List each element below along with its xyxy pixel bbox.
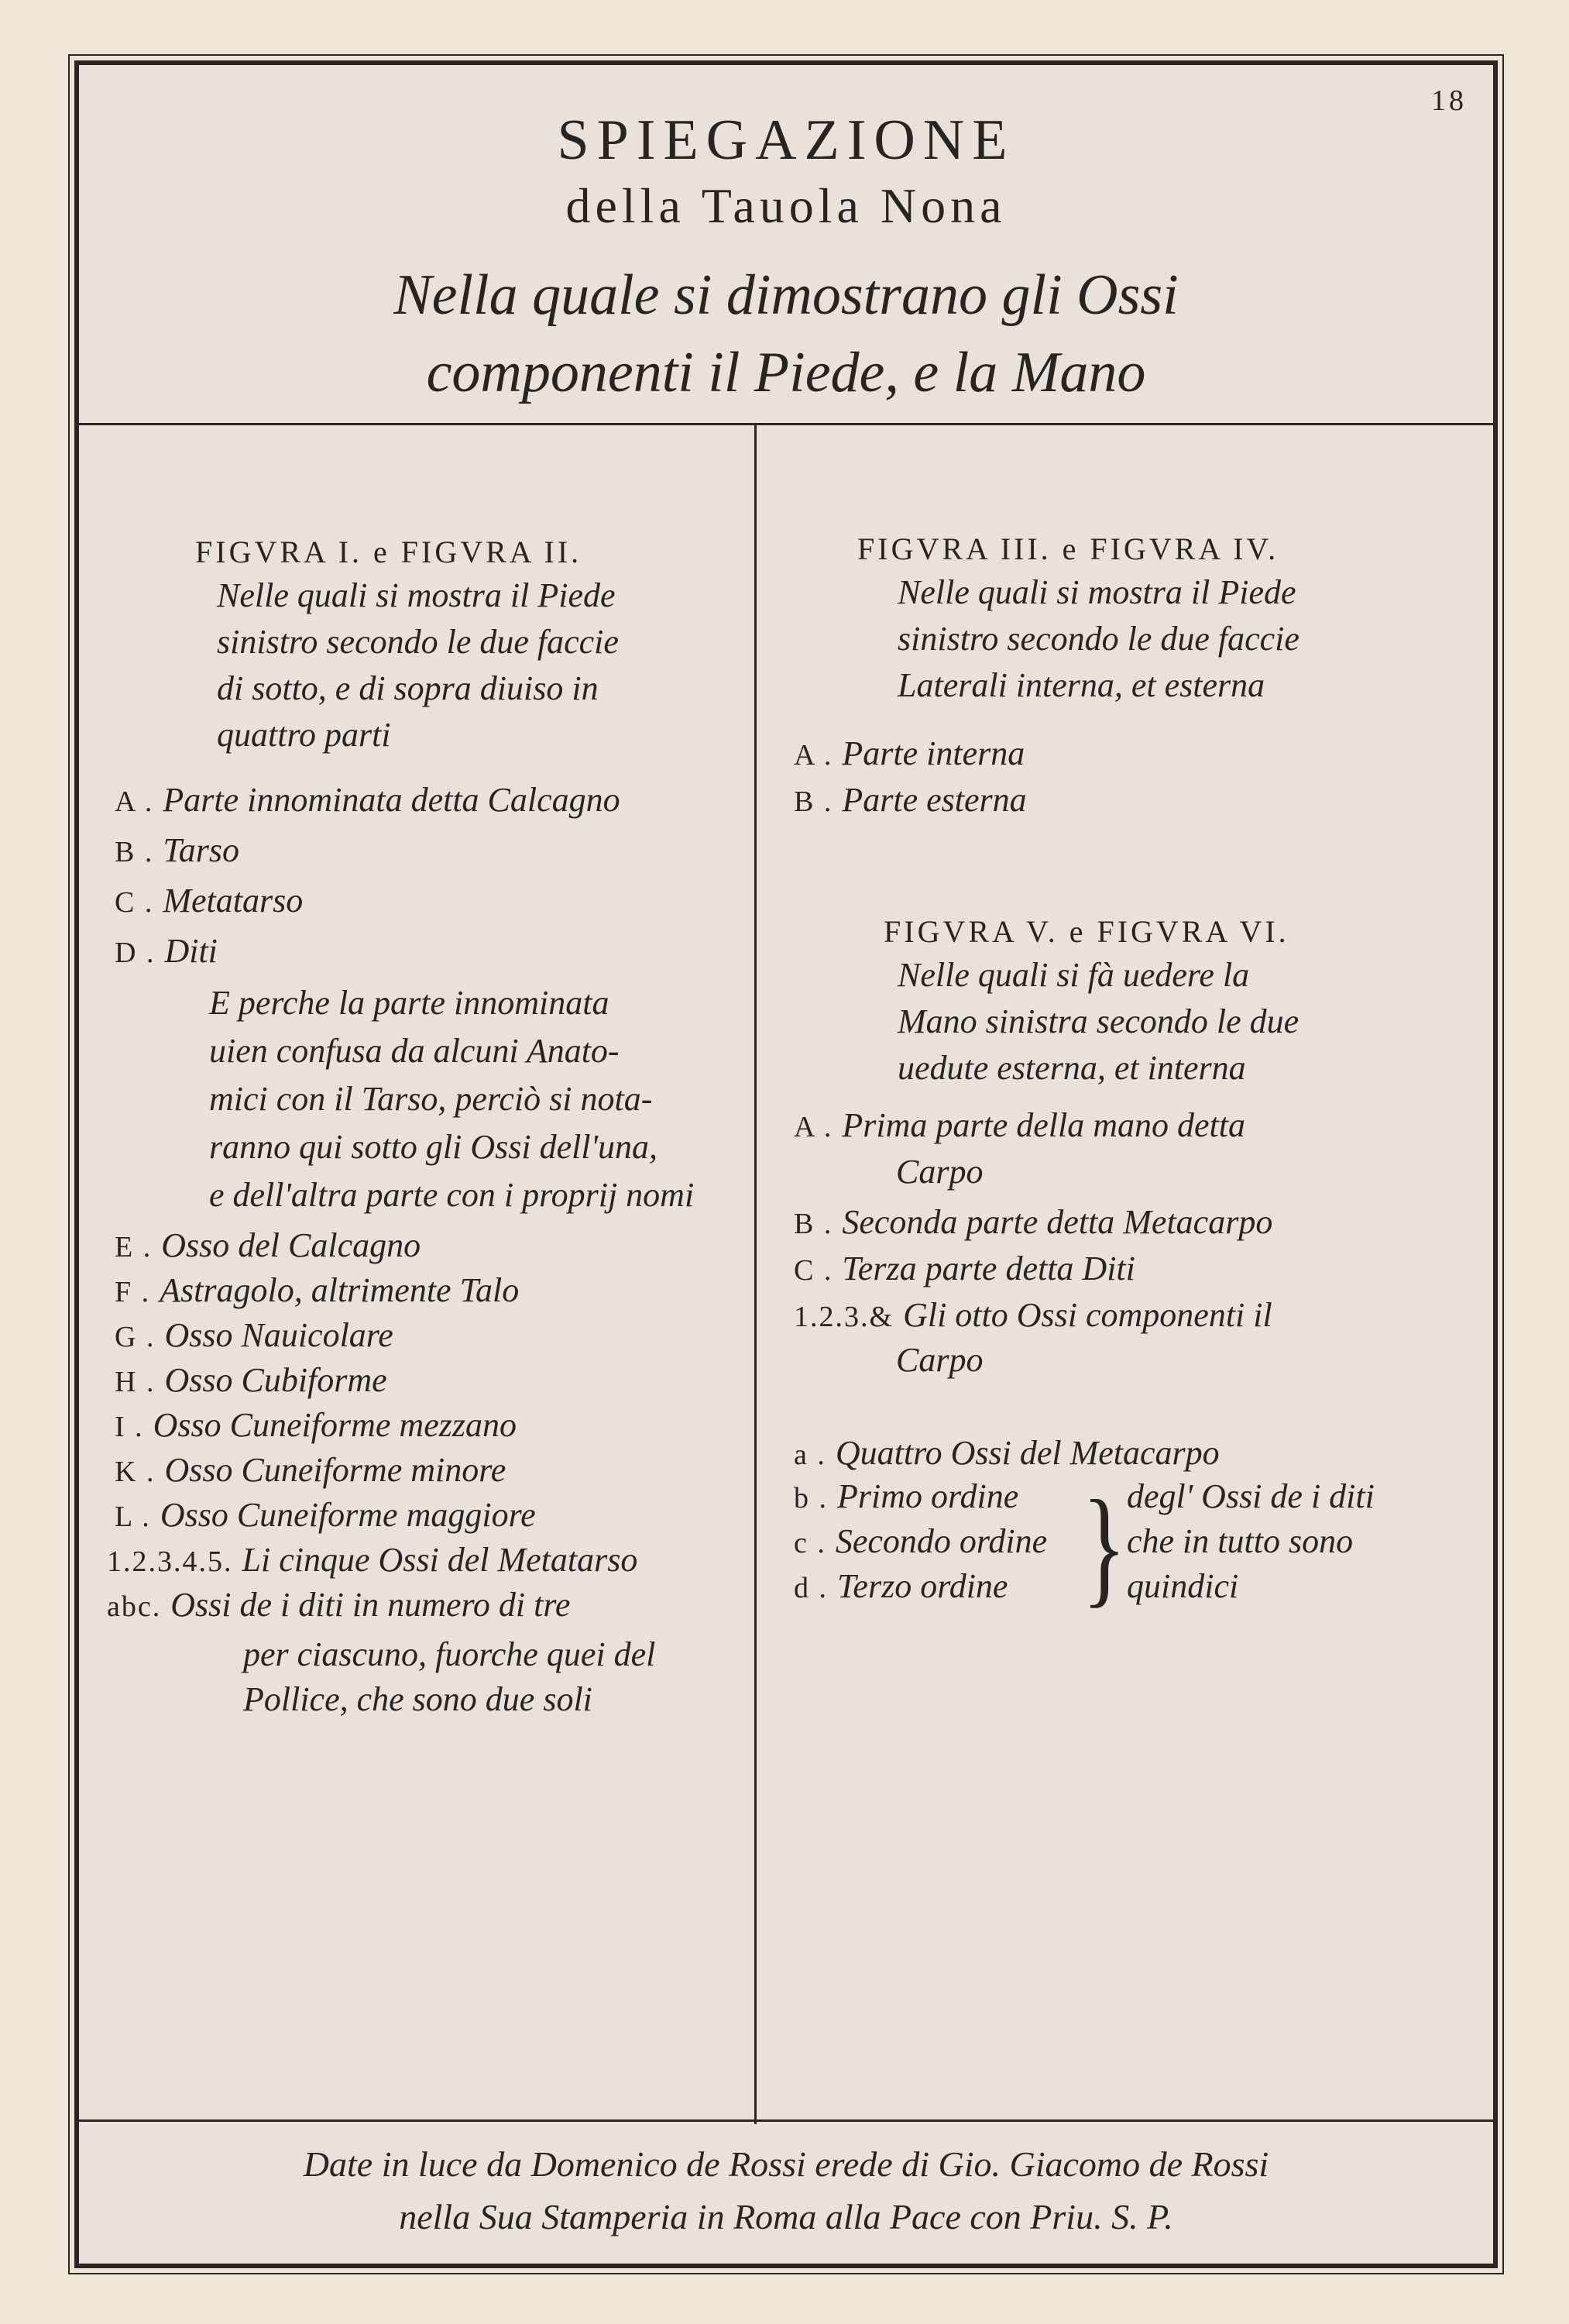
legend-key: d . [794, 1572, 828, 1604]
legend-text: Osso del Calcagno [161, 1226, 421, 1264]
note-line: mici con il Tarso, perciò si nota- [209, 1080, 653, 1118]
legend-key: 1.2.3.4.5. [107, 1545, 233, 1578]
legend-text: Quattro Ossi del Metacarpo [835, 1434, 1220, 1472]
figure-5-6-description [898, 952, 1299, 1092]
legend-key: G . [115, 1321, 156, 1353]
note-line: uien confusa da alcuni Anato- [209, 1032, 620, 1070]
legend-text: Osso Cuneiforme minore [164, 1451, 506, 1489]
figure-3-4-heading: FIGVRA III. e FIGVRA IV. [857, 531, 1279, 566]
legend-text: Terza parte detta Diti [842, 1250, 1135, 1287]
legend-text: Li cinque Ossi del Metatarso [242, 1541, 638, 1579]
legend-entry-b [115, 828, 239, 875]
legend-entry-c [115, 878, 303, 925]
legend-text: Tarso [163, 831, 240, 869]
legend-text: Parte interna [842, 734, 1025, 772]
legend-text: Prima parte della mano detta [842, 1106, 1245, 1144]
brace-text-line-3: quindici [1127, 1567, 1239, 1605]
legend-entry-c-hand [794, 1246, 1135, 1293]
title-description-line-1: Nella quale si dimostrano gli Ossi [393, 263, 1179, 327]
legend-key: H . [115, 1366, 156, 1398]
legend-text: Parte esterna [842, 781, 1027, 819]
page-number: 18 [1431, 84, 1467, 117]
legend-entry-abc-continued-1: per ciascuno, fuorche quei del [243, 1635, 656, 1673]
legend-entry-h [115, 1358, 387, 1404]
explanation-columns [79, 425, 1493, 2124]
note-line: ranno qui sotto gli Ossi dell'una, [209, 1128, 658, 1166]
legend-entry-a-continued: Carpo [896, 1153, 984, 1191]
legend-key: D . [115, 937, 156, 969]
imprint-footer [79, 2119, 1493, 2264]
legend-key: 1.2.3.& [794, 1301, 894, 1333]
title-main: SPIEGAZIONE [557, 108, 1015, 172]
legend-entry-d [115, 929, 218, 975]
title-block [79, 65, 1493, 425]
legend-key: C . [115, 886, 154, 919]
legend-key: a . [794, 1439, 826, 1471]
legend-entry-abc-continued-2: Pollice, che sono due soli [243, 1680, 592, 1718]
description-line: di sotto, e di sopra diuiso in [217, 669, 599, 707]
legend-key: I . [115, 1411, 144, 1443]
legend-text: Metatarso [163, 882, 304, 920]
legend-text: Parte innominata detta Calcagno [163, 781, 620, 819]
legend-text: Seconda parte detta Metacarpo [842, 1203, 1273, 1241]
curly-brace-icon: } [1082, 1473, 1127, 1619]
note-line: E perche la parte innominata [209, 984, 609, 1022]
engraved-plate [74, 60, 1498, 2268]
right-column [757, 425, 1498, 2124]
legend-text: Terzo ordine [837, 1567, 1008, 1605]
description-line: Mano sinistra secondo le due [898, 1002, 1299, 1040]
description-line: Laterali interna, et esterna [898, 666, 1265, 704]
legend-entry-e [115, 1223, 421, 1270]
description-line: uedute esterna, et interna [898, 1049, 1246, 1087]
legend-entry-k [115, 1448, 506, 1494]
legend-key: b . [794, 1482, 828, 1514]
legend-entry-1-5 [107, 1538, 637, 1584]
legend-entry-l [115, 1493, 536, 1539]
legend-text: Osso Nauicolare [164, 1316, 393, 1354]
figure-1-2-description [217, 572, 619, 758]
figure-1-2-heading: FIGVRA I. e FIGVRA II. [195, 535, 582, 569]
legend-entry-a-hand [794, 1103, 1245, 1150]
description-line: Nelle quali si mostra il Piede [217, 576, 616, 614]
legend-entry-b-hand [794, 1200, 1272, 1246]
legend-entry-1-3-continued: Carpo [896, 1341, 984, 1379]
legend-key: A . [794, 739, 833, 772]
legend-entry-c-row [794, 1519, 1047, 1566]
legend-text: Diti [164, 932, 218, 970]
legend-key: K . [115, 1456, 156, 1488]
legend-key: A . [794, 1111, 833, 1143]
legend-entry-d-row [794, 1564, 1008, 1611]
legend-entry-abc [107, 1583, 570, 1629]
figure-5-6-heading: FIGVRA V. e FIGVRA VI. [884, 914, 1289, 949]
legend-text: Astragolo, altrimente Talo [160, 1271, 520, 1309]
legend-entry-1-3-carpus [794, 1293, 1272, 1339]
note-line: e dell'altra parte con i proprij nomi [209, 1176, 695, 1214]
imprint-line-1: Date in luce da Domenico de Rossi erede di Gio. Giacomo de Rossi [303, 2144, 1269, 2184]
imprint-line-2: nella Sua Stamperia in Roma alla Pace con Priu. S. P. [399, 2197, 1173, 2236]
legend-key: A . [115, 786, 154, 818]
legend-key: C . [794, 1254, 833, 1287]
finger-bones-brace-group [794, 1474, 1491, 1621]
legend-text: Osso Cuneiforme maggiore [160, 1496, 536, 1534]
description-line: Nelle quali si fà uedere la [898, 956, 1250, 994]
legend-text: Gli otto Ossi componenti il [903, 1296, 1272, 1334]
legend-entry-i [115, 1403, 517, 1449]
legend-entry-b [794, 778, 1027, 824]
legend-entry-f [115, 1268, 519, 1315]
description-line: sinistro secondo le due faccie [217, 623, 619, 661]
legend-key: E . [115, 1231, 153, 1263]
legend-text: Secondo ordine [835, 1522, 1048, 1560]
left-column [79, 425, 754, 2124]
legend-text: Ossi de i diti in numero di tre [170, 1586, 571, 1624]
legend-key: c . [794, 1527, 826, 1559]
legend-entry-b-row [794, 1474, 1018, 1521]
brace-text-line-1: degl' Ossi de i diti [1127, 1477, 1375, 1515]
legend-entry-a [115, 778, 620, 824]
legend-entry-g [115, 1313, 393, 1360]
legend-text: Osso Cubiforme [164, 1361, 387, 1399]
legend-entry-a-metacarpus [794, 1431, 1220, 1477]
legend-key: B . [794, 786, 833, 818]
title-subtitle: della Tauola Nona [565, 178, 1007, 233]
description-line: Nelle quali si mostra il Piede [898, 573, 1296, 611]
legend-key: B . [794, 1208, 833, 1240]
legend-entry-a [794, 731, 1025, 778]
legend-text: Primo ordine [837, 1477, 1019, 1515]
figure-3-4-description [898, 569, 1299, 709]
legend-key: B . [115, 836, 154, 868]
legend-key: abc. [107, 1590, 162, 1623]
brace-text-line-2: che in tutto sono [1127, 1522, 1354, 1560]
title-description-line-2: componenti il Piede, e la Mano [426, 341, 1146, 404]
description-line: quattro parti [217, 716, 391, 754]
anatomy-note [209, 979, 694, 1219]
legend-key: F . [115, 1276, 151, 1308]
legend-text: Osso Cuneiforme mezzano [153, 1406, 517, 1444]
legend-key: L . [115, 1501, 151, 1533]
description-line: sinistro secondo le due faccie [898, 620, 1299, 658]
